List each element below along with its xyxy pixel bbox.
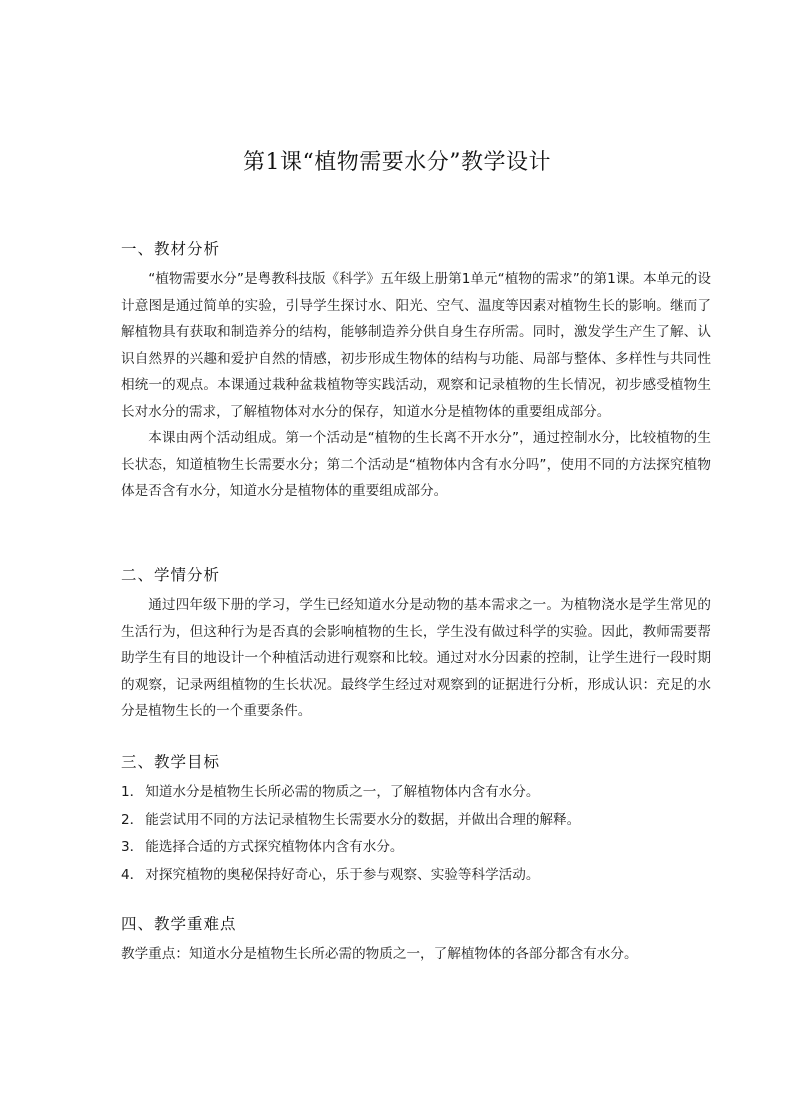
paragraph: 通过四年级下册的学习，学生已经知道水分是动物的基本需求之一。为植物浇水是学生常见的生活行为，但这种行为是否真的会影响植物的生长，学生没有做过科学的实验。因此，教师需要帮助学生有目的地设计一个种植活动进行观察和比较。通过对水分因素的控制，让学生进行一段时期的观察，记录两组植物的生长状况。最终学生经过对观察到的证据进行分析，形成认识：充足的水分是植物生长的一个重要条件。 (121, 597, 711, 719)
section-student-analysis (121, 564, 711, 725)
goal-number: 1． (121, 784, 144, 800)
goal-item (121, 862, 711, 890)
goal-item (121, 834, 711, 862)
goal-item (121, 807, 711, 835)
paragraph: “植物需要水分”是粤教科技版《科学》五年级上册第1单元“植物的需求”的第1课。本单元的设计意图是通过简单的实验，引导学生探讨水、阳光、空气、温度等因素对植物生长的影响。继而了解植物具有获取和制造养分的结构，能够制造养分供自身生存所需。同时，激发学生产生了解、认识自然界的兴趣和爱护自然的情感，初步形成生物体的结构与功能、局部与整体、多样性与共同性相统一的观点。本课通过栽种盆栽植物等实践活动，观察和记录植物的生长情况，初步感受植物生长对水分的需求，了解植物体对水分的保存，知道水分是植物体的重要组成部分。 (121, 271, 711, 420)
paragraph: 本课由两个活动组成。第一个活动是“植物的生长离不开水分”，通过控制水分，比较植物的生长状态，知道植物生长需要水分；第二个活动是“植物体内含有水分吗”，使用不同的方法探究植物体是否含有水分，知道水分是植物体的重要组成部分。 (121, 430, 711, 499)
document-title: 第1课“植物需要水分”教学设计 (243, 150, 551, 175)
section-key-points (121, 913, 711, 968)
section-textbook-analysis (121, 238, 711, 505)
section-heading: 二、学情分析 (121, 566, 221, 584)
section-heading: 三、教学目标 (121, 753, 221, 771)
goal-list (121, 779, 711, 889)
goal-item (121, 779, 711, 807)
goal-text: 知道水分是植物生长所必需的物质之一，了解植物体内含有水分。 (145, 784, 540, 800)
goal-number: 4． (121, 866, 144, 883)
section-heading: 一、教材分析 (121, 240, 221, 258)
goal-text: 能尝试用不同的方法记录植物生长需要水分的数据，并做出合理的解释。 (145, 811, 581, 828)
section-teaching-goals (121, 751, 711, 889)
goal-number: 3． (121, 839, 144, 855)
goal-number: 2． (121, 811, 144, 828)
section-heading: 四、教学重难点 (121, 915, 237, 933)
paragraph: 教学重点：知道水分是植物生长所必需的物质之一，了解植物体的各部分都含有水分。 (121, 946, 638, 962)
goal-text: 对探究植物的奥秘保持好奇心，乐于参与观察、实验等科学活动。 (145, 866, 540, 883)
goal-text: 能选择合适的方式探究植物体内含有水分。 (145, 839, 404, 855)
